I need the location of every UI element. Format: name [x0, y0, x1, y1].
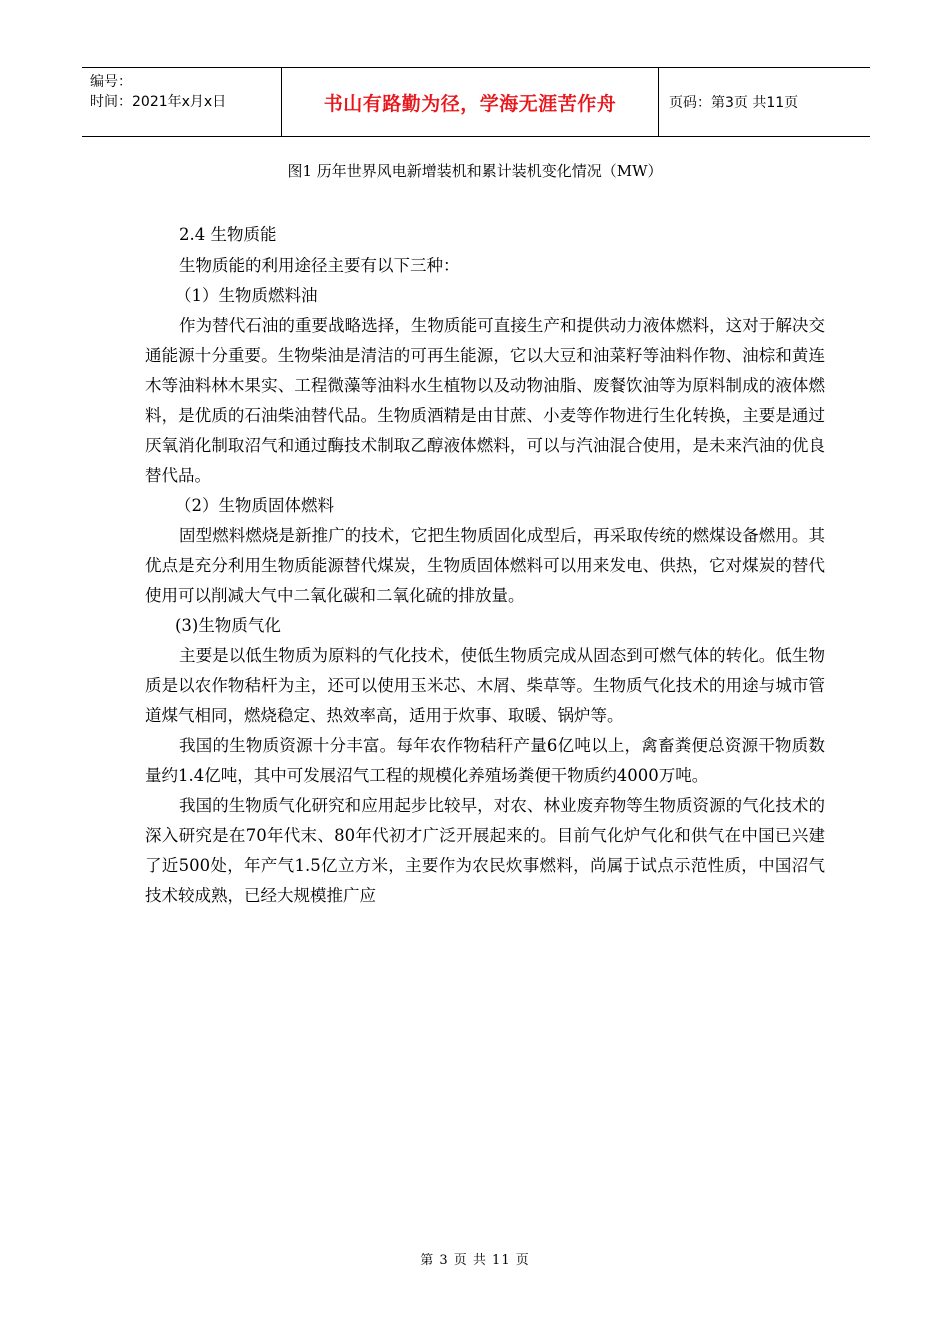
page-footer: 第 3 页 共 11 页: [420, 1253, 530, 1268]
header-motto-cell: [282, 68, 659, 136]
document-body: [145, 220, 825, 911]
subsection-paragraph-2: 固型燃料燃烧是新推广的技术，它把生物质固化成型后，再采取传统的燃煤设备燃用。其优点是充分利用生物质能源替代煤炭，生物质固体燃料可以用来发电、供热，它对煤炭的替代使用可以削减大气中二氧化碳和二氧化硫的排放量。: [145, 526, 825, 605]
header-meta-cell: [82, 68, 282, 136]
subsection-title-2: （2）生物质固体燃料: [175, 496, 334, 515]
page-header: [82, 67, 870, 137]
figure-caption: 图1 历年世界风电新增装机和累计装机变化情况（MW）: [287, 162, 663, 180]
subsection-paragraph-1: 作为替代石油的重要战略选择，生物质能可直接生产和提供动力液体燃料，这对于解决交通能源十分重要。生物柴油是清洁的可再生能源，它以大豆和油菜籽等油料作物、油棕和黄连木等油料林木果实、工程微藻等油料水生植物以及动物油脂、废餐饮油等为原料制成的液体燃料，是优质的石油柴油替代品。生物质酒精是由甘蔗、小麦等作物进行生化转换，主要是通过厌氧消化制取沼气和通过酶技术制取乙醇液体燃料，可以与汽油混合使用，是未来汽油的优良替代品。: [145, 316, 825, 485]
paragraph-research: 我国的生物质气化研究和应用起步比较早，对农、林业废弃物等生物质资源的气化技术的深入研究是在70年代末、80年代初才广泛开展起来的。目前气化炉气化和供气在中国已兴建了近500处，年产气1.5亿立方米，主要作为农民炊事燃料，尚属于试点示范性质，中国沼气技术较成熟，已经大规模推广应: [145, 796, 825, 905]
header-page-info: 页码：第3页 共11页: [669, 95, 799, 111]
document-number-label: 编号：: [90, 74, 132, 90]
subsection-paragraph-3: 主要是以低生物质为原料的气化技术，使低生物质完成从固态到可燃气体的转化。低生物质是以农作物秸杆为主，还可以使用玉米芯、木屑、柴草等。生物质气化技术的用途与城市管道煤气相同，燃烧稳定、热效率高，适用于炊事、取暖、锅炉等。: [145, 646, 825, 725]
section-title: 2.4 生物质能: [179, 225, 277, 244]
section-intro: 生物质能的利用途径主要有以下三种：: [179, 256, 460, 275]
document-date: 时间：2021年x月x日: [90, 94, 227, 110]
subsection-title-1: （1）生物质燃料油: [175, 286, 318, 305]
paragraph-resources: 我国的生物质资源十分丰富。每年农作物秸秆产量6亿吨以上，禽畜粪便总资源干物质数量约1.4亿吨，其中可发展沼气工程的规模化养殖场粪便干物质约4000万吨。: [145, 736, 825, 785]
subsection-title-3: (3)生物质气化: [175, 616, 281, 635]
header-motto: 书山有路勤为径，学海无涯苦作舟: [323, 92, 617, 115]
